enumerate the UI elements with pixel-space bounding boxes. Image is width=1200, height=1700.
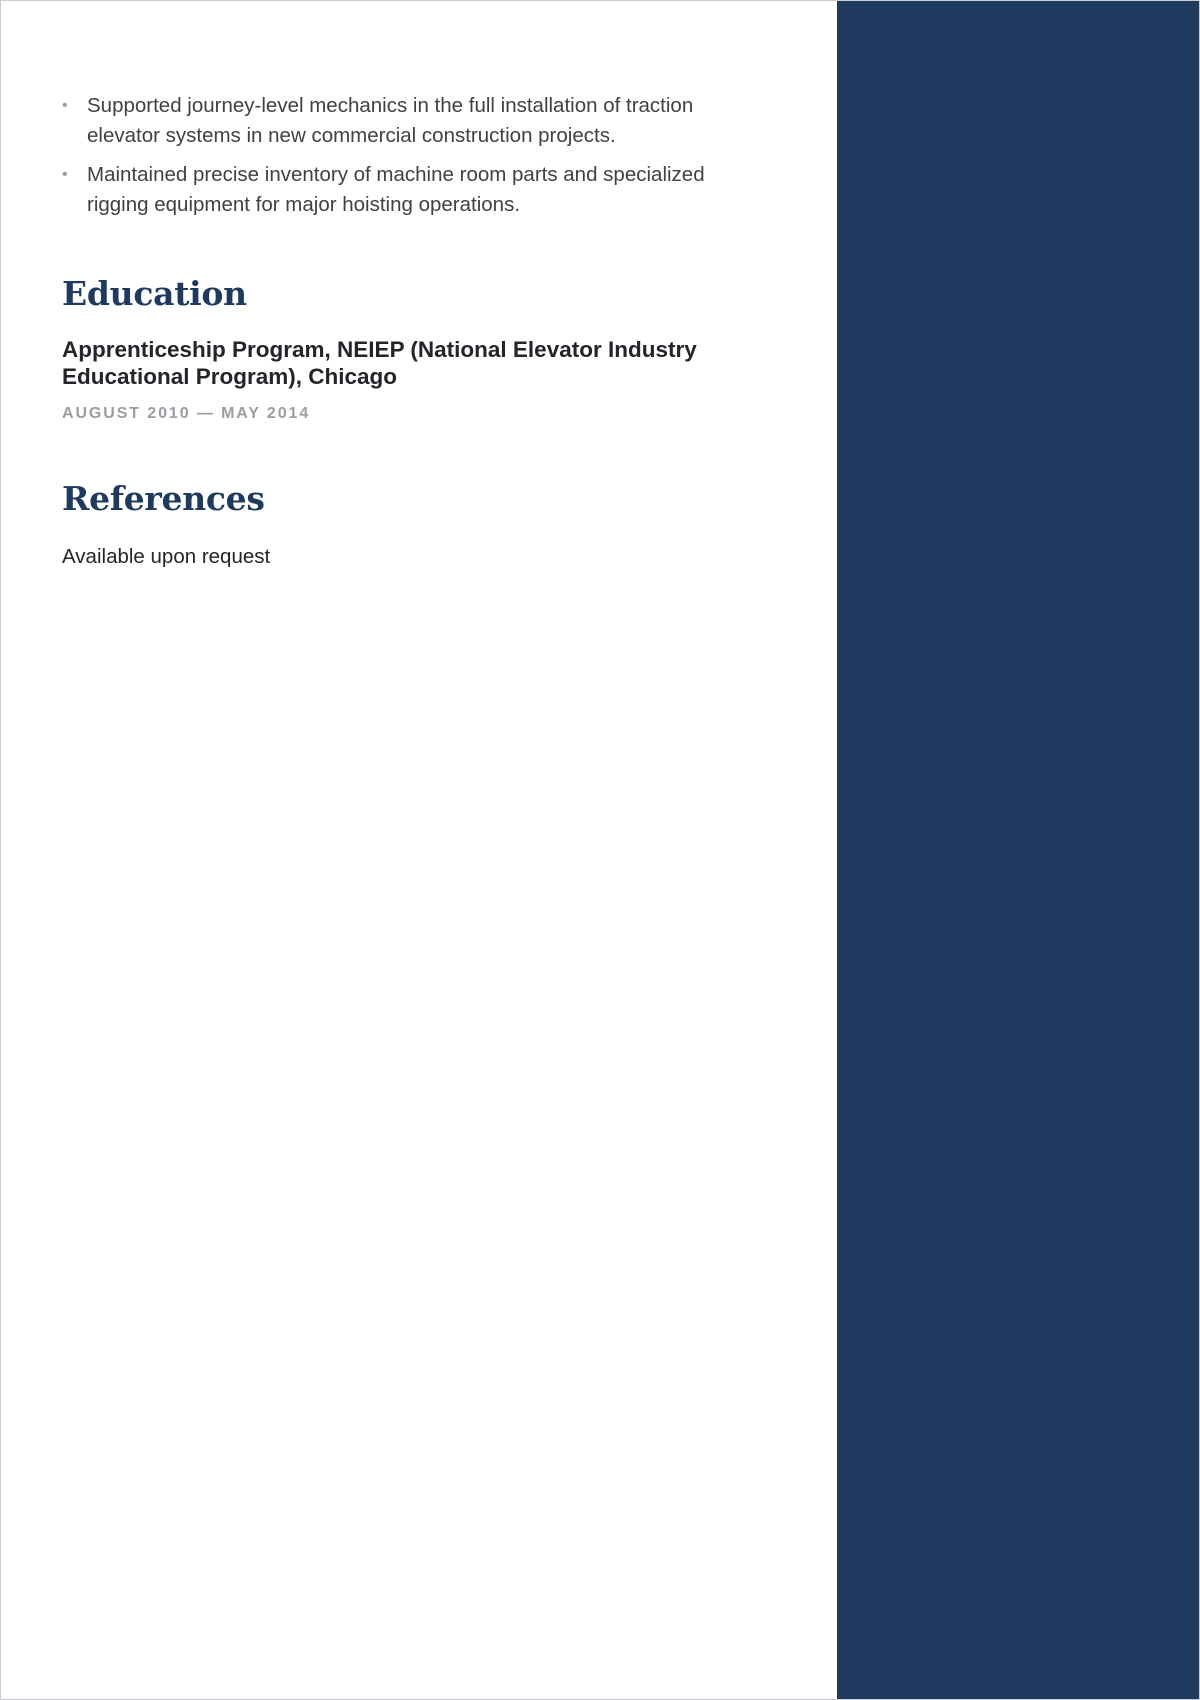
education-entry-title: Apprenticeship Program, NEIEP (National Elevator Industry Educational Program), Chicago [62,337,697,389]
education-entry [62,336,752,425]
experience-bullet-text: Maintained precise inventory of machine room parts and specialized rigging equipment for major hoisting operations. [87,163,705,216]
references-heading: References [62,479,265,518]
education-heading: Education [62,274,247,313]
experience-bullet-list [62,91,752,220]
education-entry-dates: AUGUST 2010 — MAY 2014 [62,405,311,422]
experience-bullet-text: Supported journey-level mechanics in the full installation of traction elevator systems in new commercial construction projects. [87,94,694,147]
main-column [62,1,752,571]
bullet-icon: • [62,166,68,183]
references-text: Available upon request [62,545,271,568]
experience-bullet [62,160,752,220]
bullet-icon: • [62,97,68,114]
sidebar-panel [837,1,1199,1699]
experience-bullet [62,91,752,151]
